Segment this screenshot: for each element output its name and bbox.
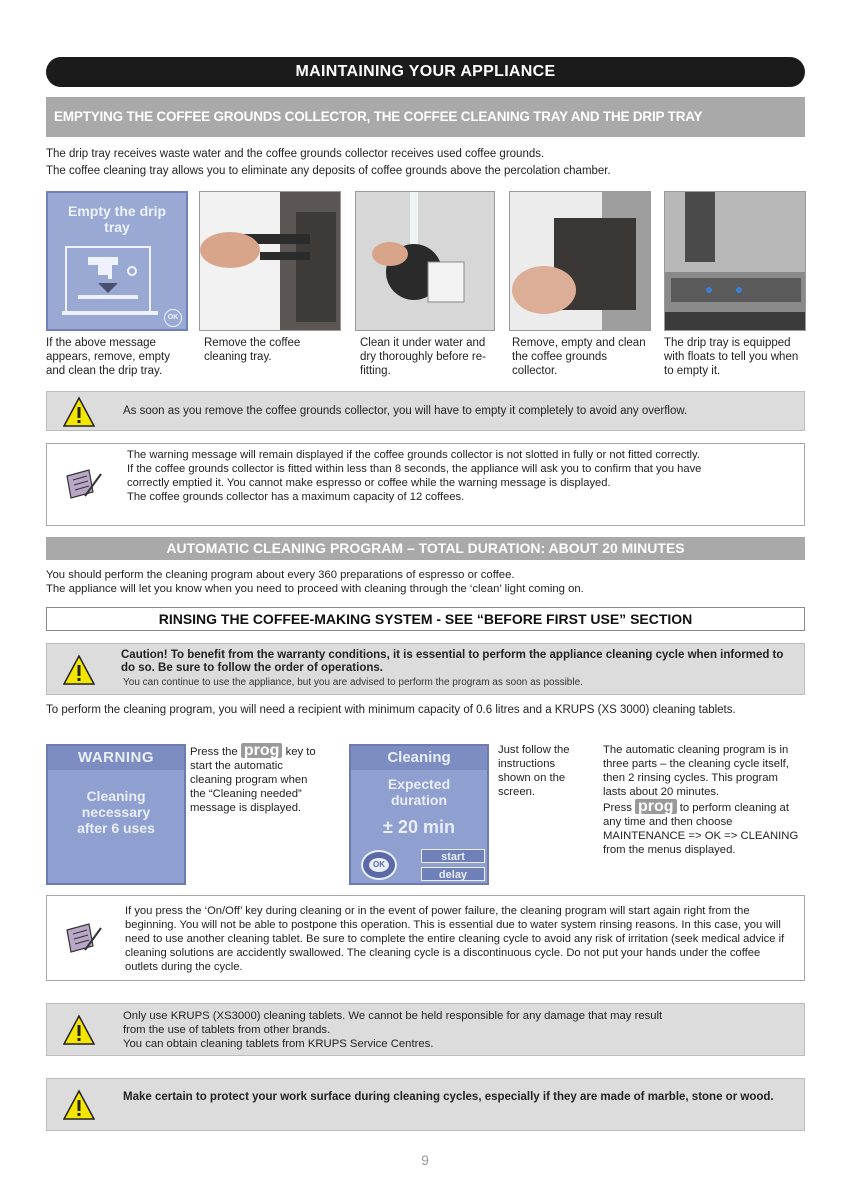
page-number: 9 xyxy=(421,1152,429,1168)
step-2-text: Just follow the instructions shown on the screen. xyxy=(498,744,570,798)
cleaning-intro-line-2: The appliance will let you know when you need to proceed with cleaning through the ‘clean’ light coming on. xyxy=(46,583,584,595)
tablets-line: from the use of tablets from other brands. xyxy=(123,1024,331,1036)
step-3-text xyxy=(603,743,803,857)
tablets-warning-text xyxy=(123,1009,793,1051)
note-line: The coffee grounds collector has a maximum capacity of 12 coffees. xyxy=(127,491,465,503)
power-failure-note-text: If you press the ‘On/Off’ key during cleaning or in the event of power failure, the cleaning program will start again right from the beginning. You will not be able to postpone this operation. This is essential due to water system rinsing reasons. In this case, you will need to use another cleaning tablet. Be sure to complete the entire cleaning cycle to avoid any risk of irritation (seek medical advice if cleaning solutions are accidently swallowed. The cleaning cycle is a discontinuous cycle. Do not put your hands under the coffee outlets during the cycle. xyxy=(125,905,785,973)
note-pen-icon xyxy=(63,920,103,956)
navigation-dial-icon xyxy=(361,850,397,880)
rinsing-heading: RINSING THE COFFEE-MAKING SYSTEM - SEE “BEFORE FIRST USE” SECTION xyxy=(46,607,805,631)
warning-triangle-icon xyxy=(63,1089,95,1121)
warning-screen xyxy=(46,744,186,885)
note-text xyxy=(127,448,797,504)
section-heading-emptying: EMPTYING THE COFFEE GROUNDS COLLECTOR, THE COFFEE CLEANING TRAY AND THE DRIP TRAY xyxy=(46,97,805,137)
caption-2: Remove the coffee cleaning tray. xyxy=(204,337,301,363)
photo-remove-cleaning-tray xyxy=(199,191,341,331)
prog-key-icon: prog xyxy=(635,799,677,814)
warning-box-work-surface xyxy=(46,1078,805,1131)
page-title: MAINTAINING YOUR APPLIANCE xyxy=(46,57,805,87)
step-3-instructions: to perform cleaning at any time and then choose MAINTENANCE => OK => CLEANING from the menus displayed. xyxy=(603,802,799,856)
requirement-text: To perform the cleaning program, you will need a recipient with minimum capacity of 0.6 litres and a KRUPS (XS 3000) cleaning tablets. xyxy=(46,704,736,716)
cleaning-screen-header: Cleaning xyxy=(351,746,487,770)
section-heading-cleaning: AUTOMATIC CLEANING PROGRAM – TOTAL DURATION: ABOUT 20 MINUTES xyxy=(46,537,805,560)
caption-3: Clean it under water and dry thoroughly before re-fitting. xyxy=(360,337,486,377)
note-line: If the coffee grounds collector is fitted within less than 8 seconds, the appliance will ask you to confirm that you have xyxy=(127,463,702,475)
warning-triangle-icon xyxy=(63,1014,95,1046)
caption-4: Remove, empty and clean the coffee grounds collector. xyxy=(512,337,646,377)
note-box-collector xyxy=(46,443,805,526)
caution-bold-text: Caution! To benefit from the warranty conditions, it is essential to perform the appliance cleaning cycle when informed to do so. Be sure to follow the order of operations. xyxy=(121,649,784,674)
cleaning-screen-duration-label: Expected duration xyxy=(387,776,451,808)
tablets-line: Only use KRUPS (XS3000) cleaning tablets. We cannot be held responsible for any damage that may result xyxy=(123,1010,663,1022)
delay-option: delay xyxy=(421,867,485,881)
cleaning-screen-duration: ± 20 min xyxy=(383,817,455,837)
warning-screen-header: WARNING xyxy=(48,746,184,770)
caution-small-text: You can continue to use the appliance, but you are advised to perform the program as soon as possible. xyxy=(123,677,583,688)
cleaning-intro-line-1: You should perform the cleaning program about every 360 preparations of espresso or coffee. xyxy=(46,569,515,581)
intro-text xyxy=(46,146,805,180)
tablets-line: You can obtain cleaning tablets from KRUPS Service Centres. xyxy=(123,1038,434,1050)
warning-box-tablets xyxy=(46,1003,805,1056)
note-pen-icon xyxy=(63,466,103,502)
prog-key-icon: prog xyxy=(241,743,283,758)
caption-1: If the above message appears, remove, empty and clean the drip tray. xyxy=(46,337,171,377)
screen-message: Empty the drip tray xyxy=(68,203,167,235)
caption-5: The drip tray is equipped with floats to tell you when to empty it. xyxy=(664,337,799,377)
warning-text: As soon as you remove the coffee grounds collector, you will have to empty it completely to avoid any overflow. xyxy=(123,405,688,417)
step-1-lead: Press the xyxy=(190,746,238,758)
start-option: start xyxy=(421,849,485,863)
note-line: correctly emptied it. You cannot make espresso or coffee while the warning message is displayed. xyxy=(127,477,611,489)
step-1-text xyxy=(190,743,320,815)
photo-clean-under-water xyxy=(355,191,495,331)
cleaning-intro xyxy=(46,568,805,596)
photo-drip-tray-floats xyxy=(664,191,806,331)
step-3-description: The automatic cleaning program is in three parts – the cleaning cycle itself, then 2 rinsing cycles. This program lasts about 20 minutes. xyxy=(603,744,789,798)
drip-tray-screen xyxy=(46,191,188,331)
step-3-press: Press xyxy=(603,802,632,814)
warning-triangle-icon xyxy=(63,654,95,686)
warning-triangle-icon xyxy=(63,396,95,428)
ok-button-icon: OK xyxy=(164,309,182,327)
caution-box xyxy=(46,643,805,695)
warning-box-overflow xyxy=(46,391,805,431)
step-1-rest: key to start the automatic cleaning program when the “Cleaning needed” message is displayed. xyxy=(190,746,316,814)
note-line: The warning message will remain displayed if the coffee grounds collector is not slotted in fully or not fitted correctly. xyxy=(127,449,700,461)
intro-line-1: The drip tray receives waste water and the coffee grounds collector receives used coffee grounds. xyxy=(46,148,545,160)
ok-icon: OK xyxy=(369,858,389,872)
note-box-power-failure xyxy=(46,895,805,981)
work-surface-warning-text: Make certain to protect your work surface during cleaning cycles, especially if they are made of marble, stone or wood. xyxy=(123,1091,774,1103)
photo-remove-grounds-collector xyxy=(509,191,651,331)
warning-screen-body: Cleaning necessary after 6 uses xyxy=(77,788,155,836)
cleaning-screen xyxy=(349,744,489,885)
intro-line-2: The coffee cleaning tray allows you to eliminate any deposits of coffee grounds above the percolation chamber. xyxy=(46,165,611,177)
